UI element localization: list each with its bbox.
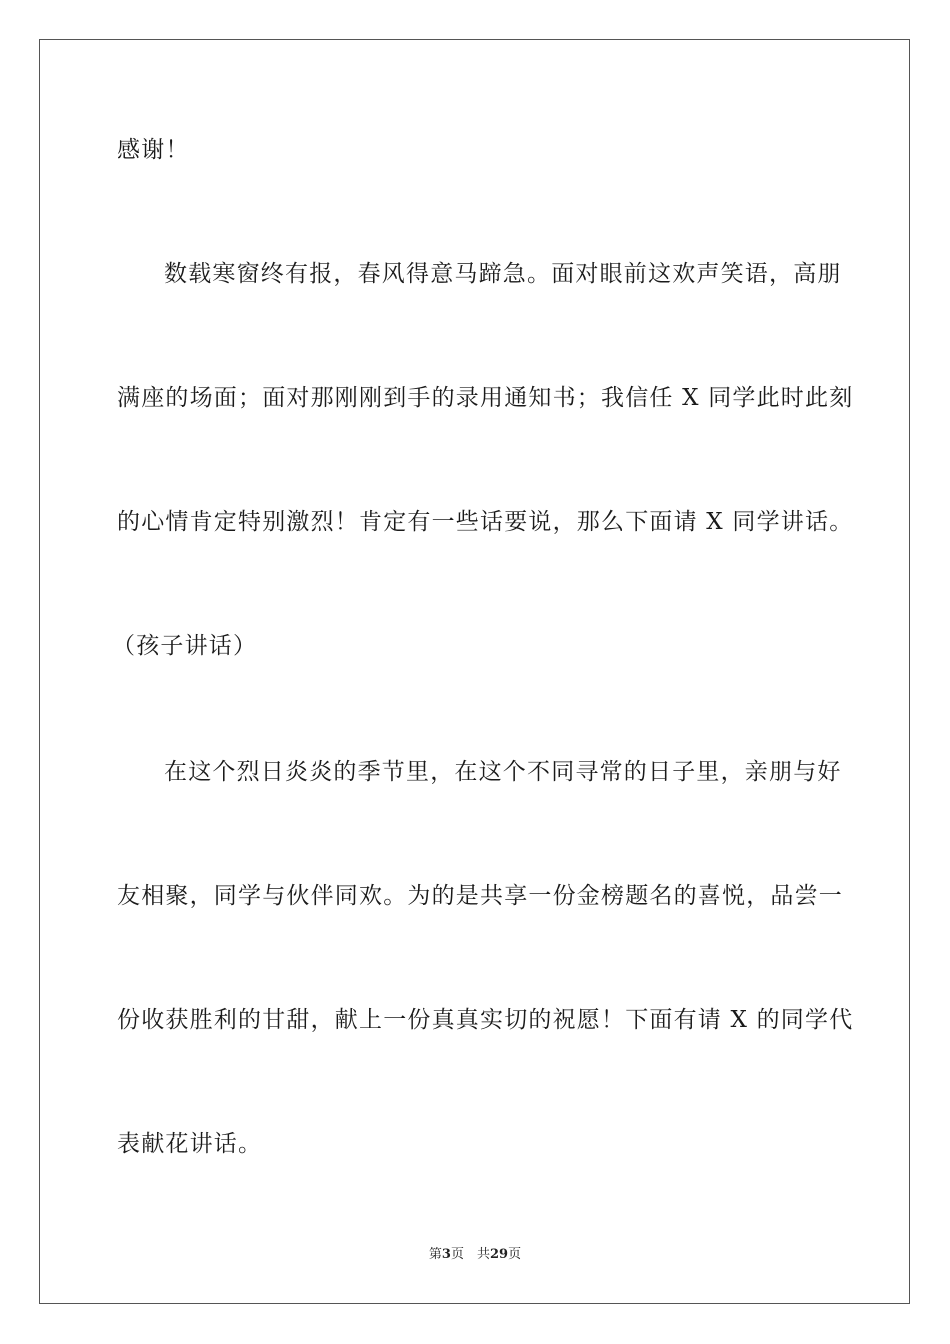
footer-suffix: 页: [508, 1247, 522, 1262]
current-page-number: 3: [441, 1247, 451, 1262]
paragraph-line: （孩子讲话）: [112, 633, 258, 659]
paragraph-line: 满座的场面；面对那刚刚到手的录用通知书；我信任 X 同学此时此刻: [117, 385, 854, 411]
footer-middle: 页 共: [450, 1247, 490, 1262]
paragraph-line: 在这个烈日炎炎的季节里，在这个不同寻常的日子里，亲朋与好: [164, 759, 842, 785]
paragraph-line: 数载寒窗终有报，春风得意马蹄急。面对眼前这欢声笑语，高朋: [164, 261, 842, 287]
paragraph-line: 表献花讲话。: [117, 1131, 263, 1157]
paragraph-line: 感谢！: [117, 137, 190, 163]
paragraph-line: 的心情肯定特别激烈！肯定有一些话要说，那么下面请 X 同学讲话。: [117, 509, 854, 535]
page-border: [39, 39, 910, 1304]
footer-prefix: 第: [428, 1247, 442, 1262]
paragraph-line: 份收获胜利的甘甜，献上一份真真实切的祝愿！下面有请 X 的同学代: [117, 1007, 854, 1033]
paragraph-line: 友相聚，同学与伙伴同欢。为的是共享一份金榜题名的喜悦，品尝一: [117, 883, 843, 909]
page-footer: [0, 1246, 950, 1264]
total-page-count: 29: [489, 1247, 509, 1262]
